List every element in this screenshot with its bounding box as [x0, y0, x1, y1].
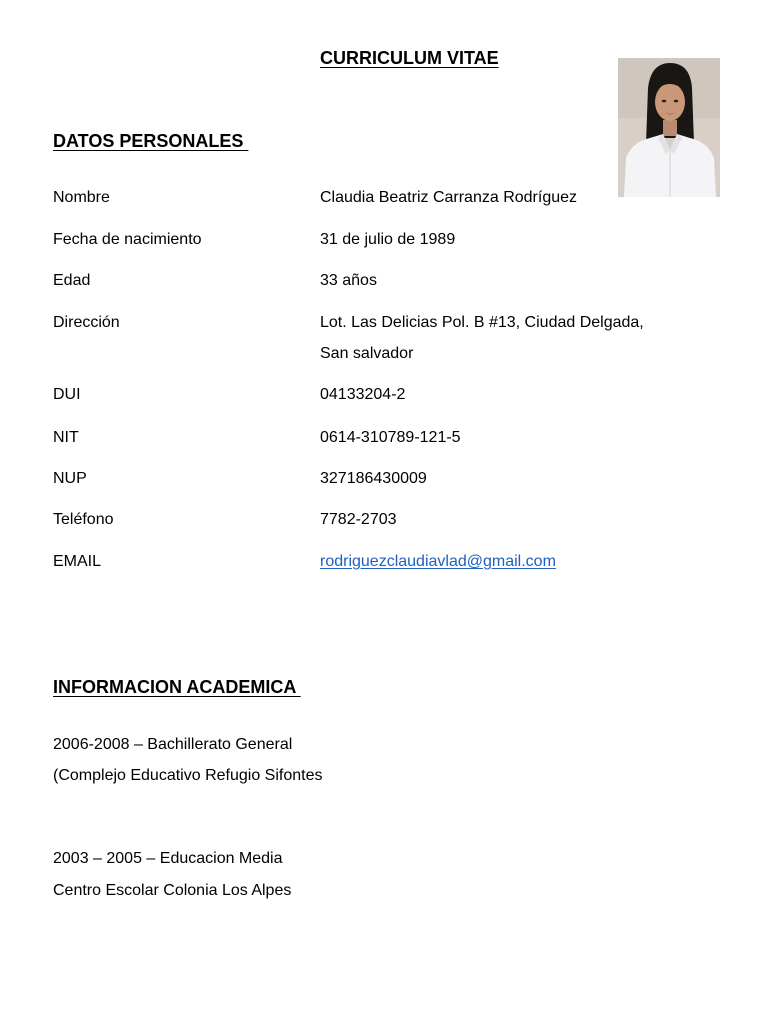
education-entry-2-school: Centro Escolar Colonia Los Alpes	[53, 882, 292, 899]
age-label: Edad	[53, 272, 91, 289]
email-link[interactable]: rodriguezclaudiavlad@gmail.com	[320, 553, 556, 570]
email-label: EMAIL	[53, 553, 102, 570]
birthdate-value: 31 de julio de 1989	[320, 231, 456, 248]
document-title: CURRICULUM VITAE	[320, 48, 499, 68]
name-value: Claudia Beatriz Carranza Rodríguez	[320, 189, 578, 206]
phone-value: 7782-2703	[320, 511, 397, 528]
address-label: Dirección	[53, 314, 120, 331]
nup-label: NUP	[53, 470, 87, 487]
name-label: Nombre	[53, 189, 110, 206]
nit-label: NIT	[53, 429, 79, 446]
nit-value: 0614-310789-121-5	[320, 429, 461, 446]
address-value-line1: Lot. Las Delicias Pol. B #13, Ciudad Delgada,	[320, 314, 644, 331]
age-value: 33 años	[320, 272, 377, 289]
dui-value: 04133204-2	[320, 386, 406, 403]
phone-label: Teléfono	[53, 511, 114, 528]
personal-data-heading: DATOS PERSONALES	[53, 131, 249, 151]
birthdate-label: Fecha de nacimiento	[53, 231, 202, 248]
email-value-container	[320, 546, 556, 577]
academic-info-heading: INFORMACION ACADEMICA	[53, 677, 301, 697]
nup-value: 327186430009	[320, 470, 427, 487]
education-entry-1-school: (Complejo Educativo Refugio Sifontes	[53, 767, 323, 784]
education-entry-2-title: 2003 – 2005 – Educacion Media	[53, 850, 283, 867]
address-value-line2: San salvador	[320, 345, 414, 362]
dui-label: DUI	[53, 386, 81, 403]
portrait-photo	[618, 58, 720, 197]
education-entry-1-title: 2006-2008 – Bachillerato General	[53, 736, 293, 753]
